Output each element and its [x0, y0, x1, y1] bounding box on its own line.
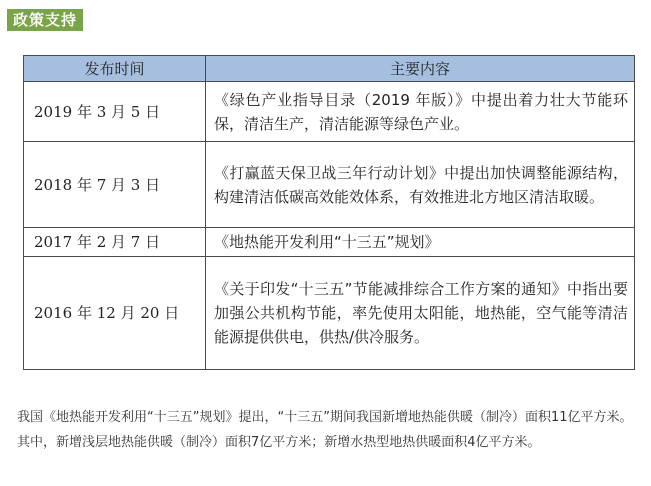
table-row: [24, 82, 635, 142]
date-cell: 2017 年 2 月 7 日: [24, 228, 206, 257]
table-header-row: [24, 56, 635, 82]
content-cell: 《打赢蓝天保卫战三年行动计划》中提出加快调整能源结构，构建清洁低碳高效能效体系，有效推进北方地区清洁取暖。: [206, 142, 635, 228]
content-cell: 《关于印发“十三五”节能减排综合工作方案的通知》中指出要加强公共机构节能，率先使用太阳能，地热能，空气能等清洁能源提供供电，供热/供冷服务。: [206, 257, 635, 370]
date-cell: 2019 年 3 月 5 日: [24, 82, 206, 142]
date-cell: 2018 年 7 月 3 日: [24, 142, 206, 228]
header-content: 主要内容: [206, 56, 635, 82]
date-cell: 2016 年 12 月 20 日: [24, 257, 206, 370]
table-row: [24, 257, 635, 370]
policy-table: [23, 55, 635, 370]
table-row: [24, 142, 635, 228]
section-title-badge: 政策支持: [7, 9, 83, 31]
summary-paragraph: 我国《地热能开发利用“十三五”规划》提出，“十三五”期间我国新增地热能供暖（制冷）面积11亿平方米。其中，新增浅层地热能供暖（制冷）面积7亿平方米；新增水热型地热供暖面积4亿平方米。: [17, 410, 633, 450]
content-cell: 《绿色产业指导目录（2019 年版）》中提出着力壮大节能环保，清洁生产，清洁能源等绿色产业。: [206, 82, 635, 142]
content-cell: 《地热能开发利用“十三五”规划》: [206, 228, 635, 257]
header-date: 发布时间: [24, 56, 206, 82]
table-row: [24, 228, 635, 257]
